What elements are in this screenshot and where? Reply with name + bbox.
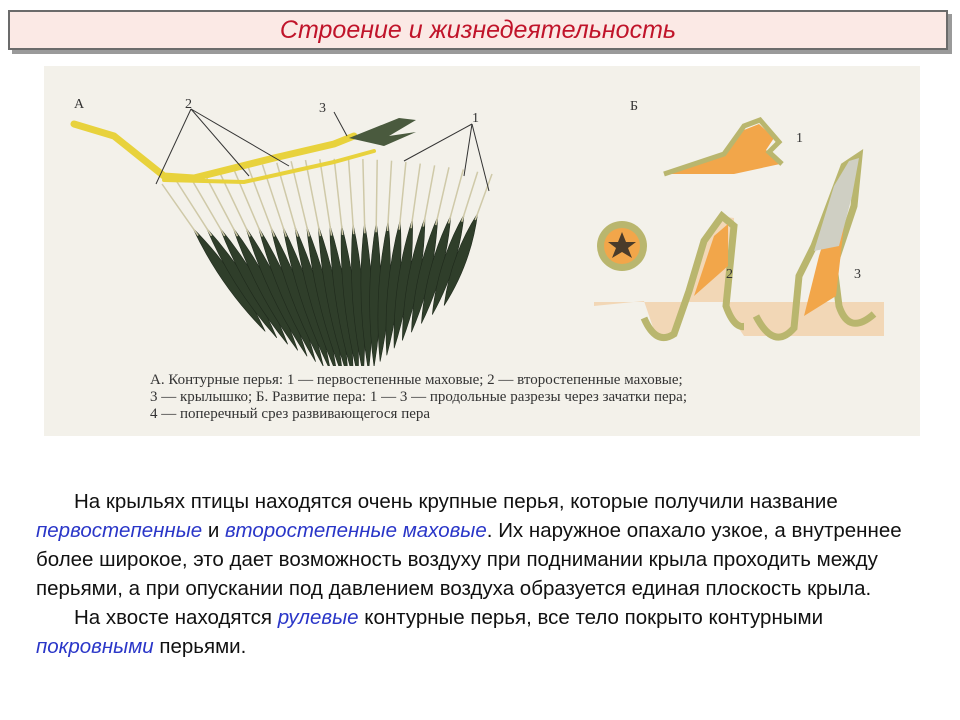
text-span: На крыльях птицы находятся очень крупные перья, которые получили название: [74, 490, 838, 513]
text-span: и: [202, 519, 226, 542]
text-span: . Их наружное опахало узкое, а внутреннее более широкое, это дает возможность воздуху при поднимании крыла проходить между перьями, а при опускании под давлением воздуха образуется единая плоскость крыла.: [36, 519, 902, 600]
text-span: На хвосте находятся: [74, 606, 278, 629]
text-span: контурные перья, все тело покрыто контурными: [358, 606, 824, 629]
dev-label-3: 3: [854, 267, 861, 282]
feather-diagram: [44, 66, 920, 366]
dev-label-1: 1: [796, 131, 803, 146]
slide-title: Строение и жизнедеятельность: [279, 15, 677, 44]
text-span: перьями.: [153, 635, 247, 658]
figure-caption: [150, 372, 870, 423]
term-secondaries: второстепенные маховые: [225, 519, 487, 542]
wing-label-2: 2: [185, 97, 192, 112]
feather-illustration: [44, 66, 920, 436]
wing-bone: [74, 124, 354, 178]
term-coverts: покровными: [36, 635, 154, 658]
label-b: Б: [630, 99, 639, 114]
caption-line: А. Контурные перья: 1 — первостепенные маховые; 2 — второстепенные маховые;: [150, 372, 683, 388]
dev-label-2: 2: [726, 267, 733, 282]
term-primaries: первостепенные: [36, 519, 203, 542]
alula-feathers: [349, 118, 416, 146]
slide-title-box: [8, 10, 948, 50]
wing-label-1: 1: [472, 111, 479, 126]
wing-label-3: 3: [319, 101, 326, 116]
term-rectrices: рулевые: [277, 606, 359, 629]
slide-body: [36, 487, 926, 661]
feather-cross-section: [597, 221, 647, 271]
caption-line: 3 — крылышко; Б. Развитие пера: 1 — 3 — продольные разрезы через зачатки пера;: [150, 389, 688, 405]
wing-feathers: [157, 158, 497, 366]
label-a: А: [74, 97, 85, 112]
feather-development-stage-3: [744, 156, 884, 337]
caption-line: 4 — поперечный срез развивающегося пера: [150, 406, 431, 422]
feather-development-stage-1: [664, 120, 803, 174]
paragraph-flight-feathers: [36, 487, 926, 603]
paragraph-tail-feathers: [36, 603, 926, 661]
